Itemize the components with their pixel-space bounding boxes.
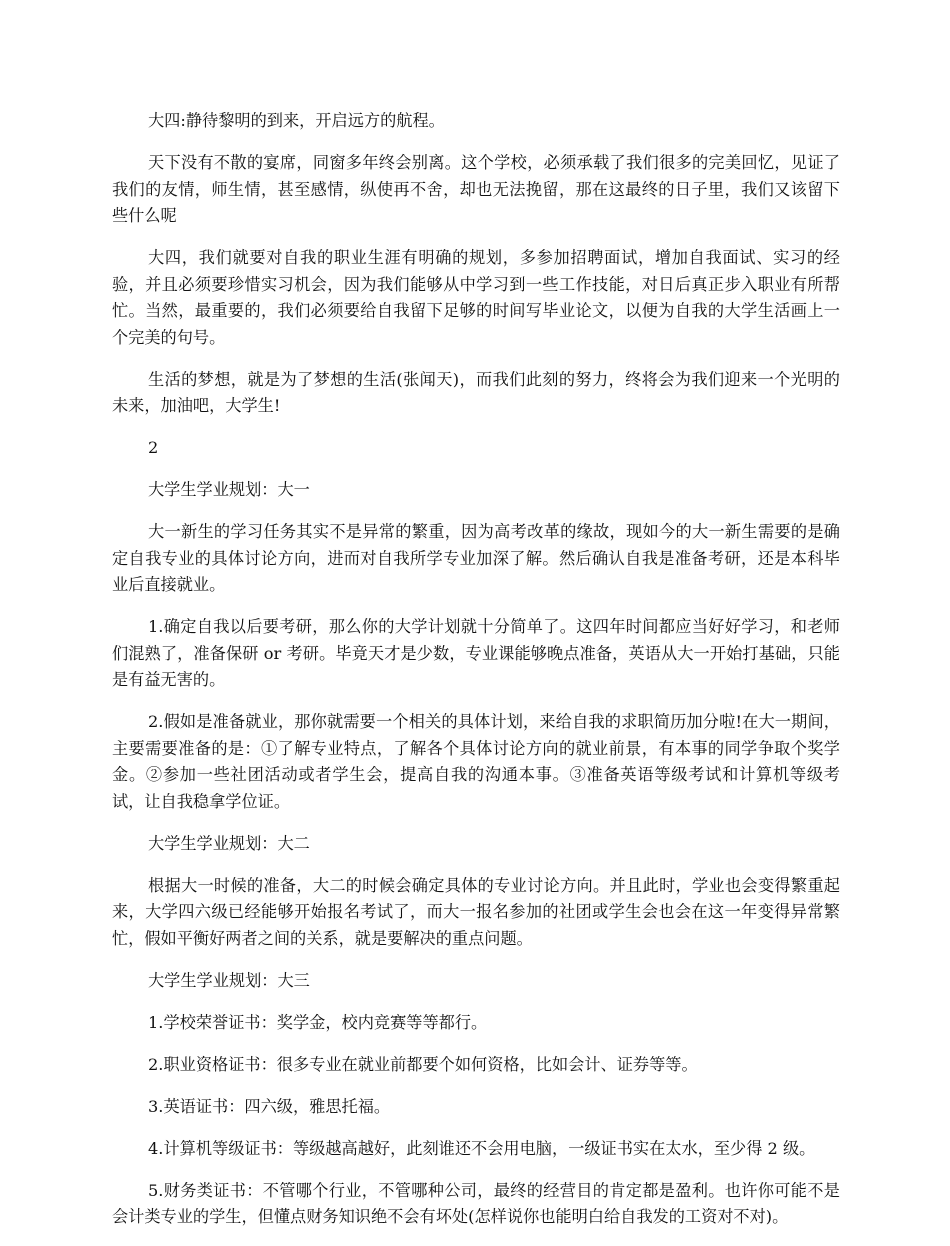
- list-item-professional-certificate: 2.职业资格证书：很多专业在就业前都要个如何资格，比如会计、证券等等。: [148, 1054, 698, 1074]
- list-item-honor-certificate: 1.学校荣誉证书：奖学金，校内竞赛等等都行。: [148, 1012, 488, 1032]
- paragraph-sophomore-plan: 根据大一时候的准备，大二的时候会确定具体的专业讨论方向。并且此时，学业也会变得繁重起来，大学四六级已经能够开始报名考试了，而大一报名参加的社团或学生会也会在这一年变得异常繁忙，假如平衡好两者之间的关系，就是要解决的重点问题。: [112, 875, 840, 948]
- heading-junior-year: 大学生学业规划：大三: [148, 970, 310, 990]
- list-item-computer-certificate: 4.计算机等级证书：等级越高越好，此刻谁还不会用电脑，一级证书实在太水，至少得 2 级。: [148, 1138, 816, 1158]
- paragraph-employment-plan: 2.假如是准备就业，那你就需要一个相关的具体计划，来给自我的求职简历加分啦!在大一期间，主要需要准备的是：①了解专业特点，了解各个具体讨论方向的就业前景，有本事的同学争取个奖学金。②参加一些社团活动或者学生会，提高自我的沟通本事。③准备英语等级考试和计算机等级考试，让自我稳拿学位证。: [112, 712, 840, 811]
- paragraph-farewell: 天下没有不散的宴席，同窗多年终会别离。这个学校，必须承载了我们很多的完美回忆，见证了我们的友情，师生情，甚至感情，纵使再不舍，却也无法挽留，那在这最终的日子里，我们又该留下些什么呢: [112, 153, 840, 225]
- document-body: [112, 108, 840, 1246]
- list-item-english-certificate: 3.英语证书：四六级，雅思托福。: [148, 1096, 391, 1116]
- list-item-finance-certificate: 5.财务类证书：不管哪个行业，不管哪种公司，最终的经营目的肯定都是盈利。也许你可能不是会计类专业的学生，但懂点财务知识绝不会有坏处(怎样说你也能明白给自我发的工资对不对)。: [112, 1180, 840, 1226]
- paragraph-senior-year-heading: 大四:静待黎明的到来，开启远方的航程。: [148, 111, 445, 130]
- paragraph-freshman-tasks: 大一新生的学习任务其实不是异常的繁重，因为高考改革的缘故，现如今的大一新生需要的是确定自我专业的具体讨论方向，进而对自我所学专业加深了解。然后确认自我是准备考研，还是本科毕业后直接就业。: [112, 522, 840, 594]
- paragraph-career-plan: 大四，我们就要对自我的职业生涯有明确的规划，多参加招聘面试，增加自我面试、实习的经验，并且必须要珍惜实习机会，因为我们能够从中学习到一些工作技能，对日后真正步入职业有所帮忙。当然，最重要的，我们必须要给自我留下足够的时间写毕业论文，以便为自我的大学生活画上一个完美的句号。: [112, 248, 840, 347]
- paragraph-dream-quote: 生活的梦想，就是为了梦想的生活(张闻天)，而我们此刻的努力，终将会为我们迎来一个光明的未来，加油吧，大学生!: [112, 369, 840, 415]
- section-number: 2: [148, 438, 159, 457]
- paragraph-postgraduate-plan: 1.确定自我以后要考研，那么你的大学计划就十分简单了。这四年时间都应当好好学习，和老师们混熟了，准备保研 or 考研。毕竟天才是少数，专业课能够晚点准备，英语从大一开始打基础，只能是有益无害的。: [112, 617, 840, 689]
- heading-freshman-year: 大学生学业规划：大一: [148, 480, 310, 499]
- heading-sophomore-year: 大学生学业规划：大二: [148, 833, 310, 853]
